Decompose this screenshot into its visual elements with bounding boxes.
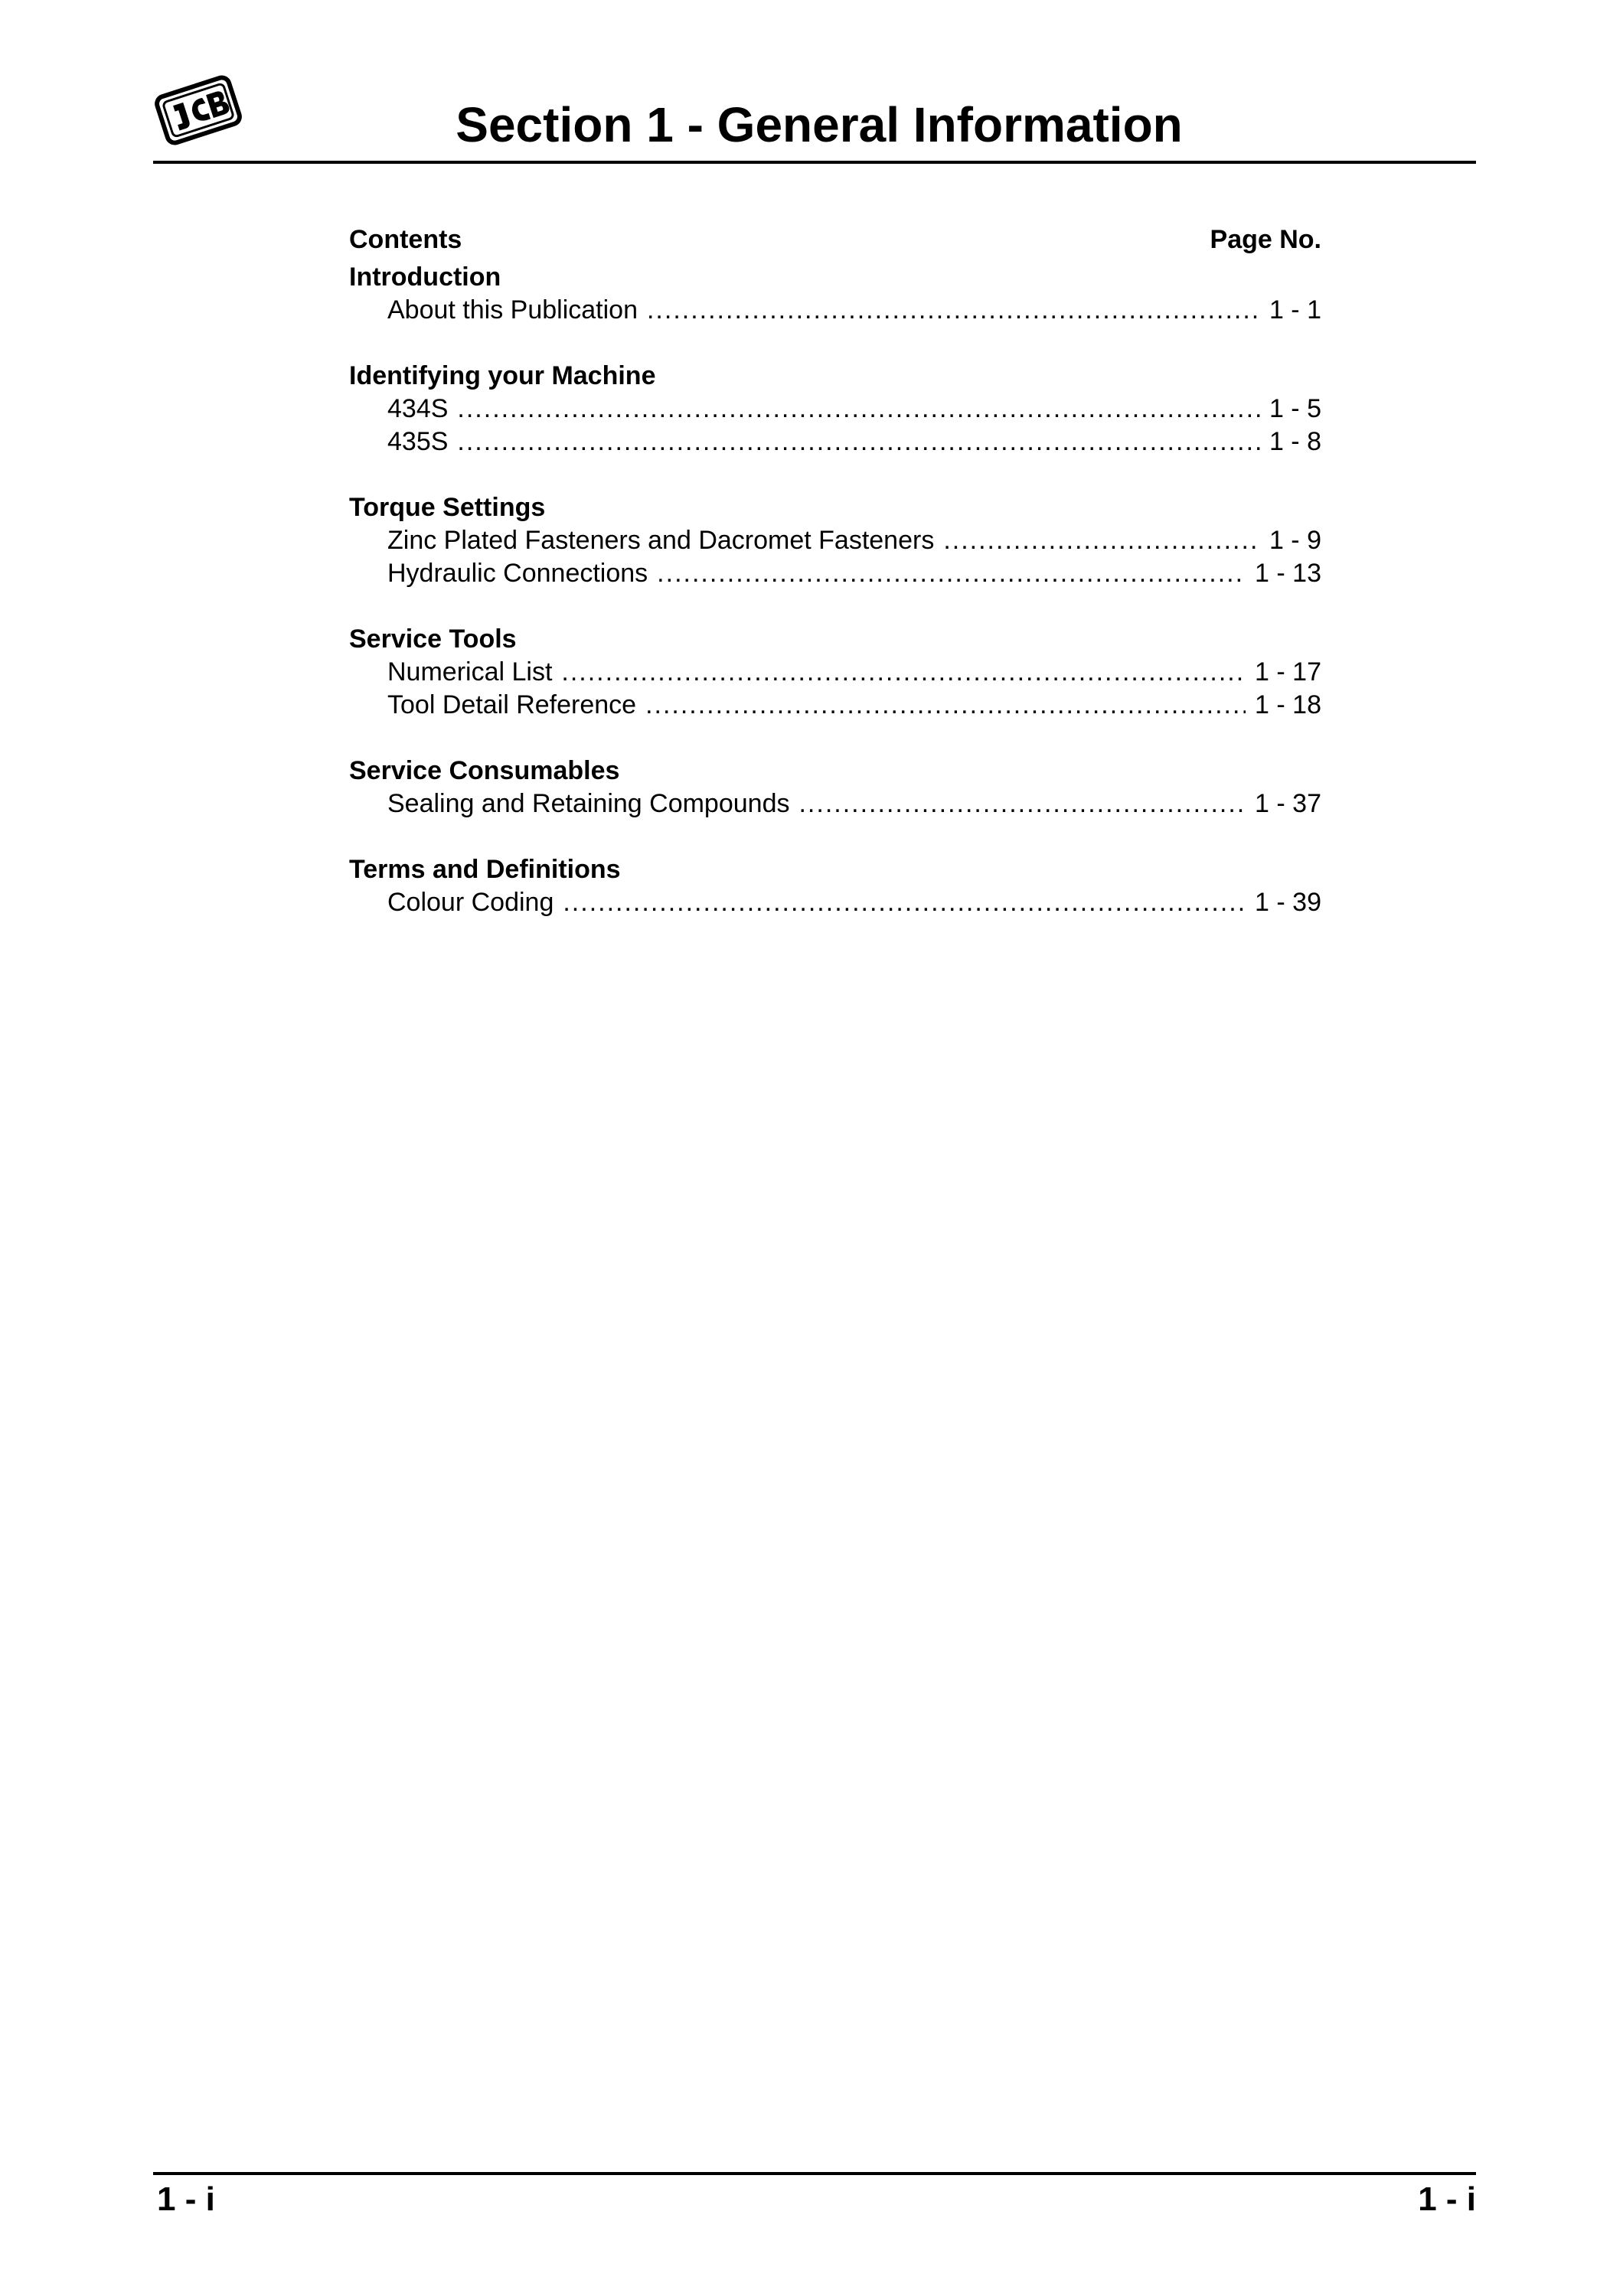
dot-leader	[457, 426, 1260, 458]
dot-leader	[647, 294, 1260, 327]
toc-entry[interactable]	[349, 656, 1321, 689]
toc-entry[interactable]	[349, 393, 1321, 426]
toc-entry[interactable]	[349, 524, 1321, 557]
toc-group-introduction	[349, 260, 1321, 327]
dot-leader	[943, 524, 1260, 557]
toc-entry-page: 1 - 37	[1255, 789, 1321, 818]
toc-entry[interactable]	[349, 426, 1321, 458]
footer-rule	[153, 2172, 1476, 2175]
table-of-contents	[349, 222, 1321, 951]
toc-group-torque-settings	[349, 491, 1321, 590]
jcb-logo	[153, 67, 243, 153]
toc-entry-title: Hydraulic Connections	[387, 559, 648, 588]
toc-entry-page: 1 - 5	[1269, 394, 1321, 423]
dot-leader	[457, 393, 1260, 426]
toc-group-service-consumables	[349, 754, 1321, 820]
toc-group-identifying-your-machine	[349, 359, 1321, 458]
toc-entry-page: 1 - 39	[1255, 888, 1321, 917]
footer-page-number-left: 1 - i	[157, 2180, 215, 2218]
contents-label: Contents	[349, 225, 462, 254]
toc-entry-page: 1 - 9	[1269, 526, 1321, 555]
footer-page-number-right: 1 - i	[1418, 2180, 1476, 2218]
toc-entry-title: Numerical List	[387, 657, 553, 687]
toc-entry-page: 1 - 17	[1255, 657, 1321, 687]
toc-group-service-tools	[349, 622, 1321, 722]
toc-entry-page: 1 - 1	[1269, 295, 1321, 325]
toc-group-title: Torque Settings	[349, 493, 546, 522]
toc-entry[interactable]	[349, 294, 1321, 327]
toc-entry[interactable]	[349, 689, 1321, 722]
toc-entry-page: 1 - 8	[1269, 427, 1321, 456]
toc-entry-title: 435S	[387, 427, 449, 456]
page-title: Section 1 - General Information	[456, 97, 1183, 152]
toc-entry[interactable]	[349, 788, 1321, 820]
dot-leader	[645, 689, 1246, 722]
toc-group-title: Service Tools	[349, 625, 517, 654]
toc-entry-title: Colour Coding	[387, 888, 554, 917]
toc-group-title: Service Consumables	[349, 756, 620, 785]
header-rule	[153, 161, 1476, 164]
toc-group-terms-and-definitions	[349, 853, 1321, 919]
toc-entry[interactable]	[349, 557, 1321, 590]
toc-entry-title: Zinc Plated Fasteners and Dacromet Fasteners	[387, 526, 935, 555]
toc-entry-title: Tool Detail Reference	[387, 690, 637, 719]
dot-leader	[657, 557, 1246, 590]
dot-leader	[798, 788, 1246, 820]
toc-entry[interactable]	[349, 886, 1321, 919]
toc-entry-title: 434S	[387, 394, 449, 423]
toc-entry-page: 1 - 13	[1255, 559, 1321, 588]
toc-entry-title: About this Publication	[387, 295, 638, 325]
dot-leader	[561, 656, 1246, 689]
toc-entry-title: Sealing and Retaining Compounds	[387, 789, 790, 818]
toc-group-title: Terms and Definitions	[349, 855, 621, 884]
toc-entry-page: 1 - 18	[1255, 690, 1321, 719]
toc-header	[349, 222, 1321, 257]
toc-group-title: Identifying your Machine	[349, 361, 656, 390]
dot-leader	[563, 886, 1246, 919]
page-number-label: Page No.	[1210, 225, 1321, 254]
toc-group-title: Introduction	[349, 263, 501, 292]
